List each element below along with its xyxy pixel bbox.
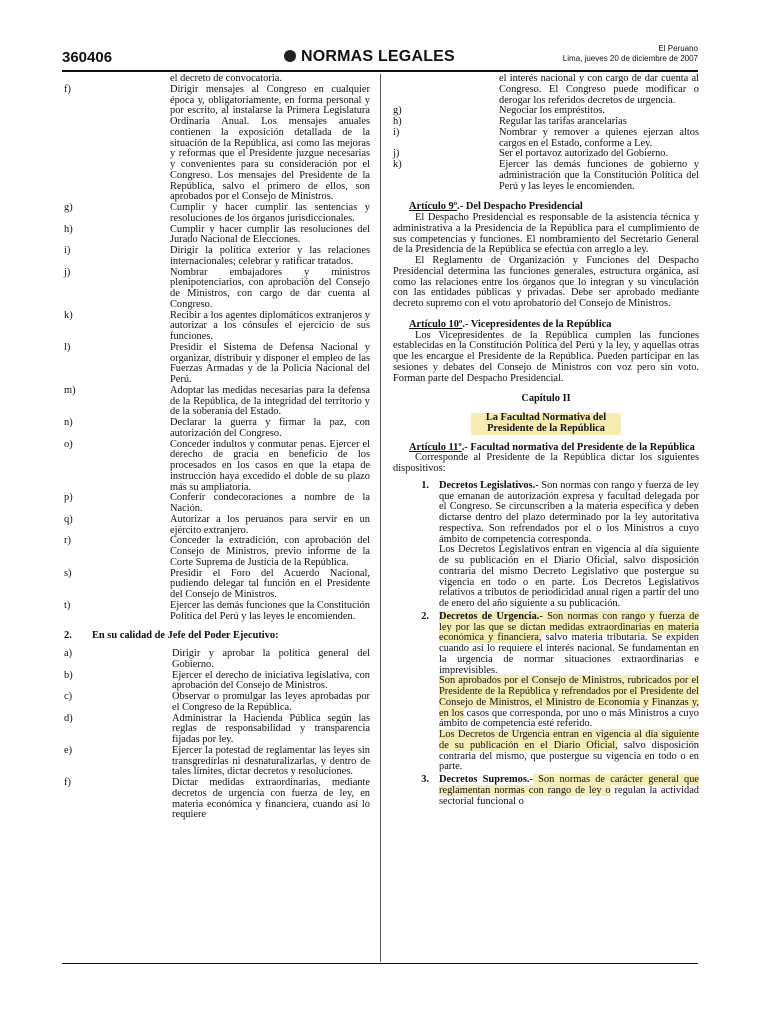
list-item: [64, 649, 370, 671]
article-title: .- Facultad normativa del Presidente de la República: [461, 441, 695, 453]
item-text: Dirigir mensajes al Congreso en cualquier época y, obligatoriamente, en forma personal y por escrito, al instalarse la Primera Legislatura Ordinaria Anual. Los mensajes anuales contienen la exposición detallada de la situación de la República, así como las mejoras y reformas que el Presidente juzgue necesarias y convenientes para su consideración por el Congreso. Los mensajes del Presidente de la República, salvo el primero de ellos, son aprobados por el Consejo de Ministros.: [170, 83, 370, 203]
item-label: c): [64, 691, 73, 702]
list-item: [64, 714, 370, 746]
item-text: Cumplir y hacer cumplir las resoluciones del Jurado Nacional de Elecciones.: [170, 223, 370, 246]
item-text: Recibir a los agentes diplomáticos extranjeros y autorizar a los cónsules el ejercicio de sus funciones.: [170, 309, 370, 342]
list-item: [393, 128, 699, 150]
decree-number: 2.: [421, 610, 429, 622]
article-title: .- Del Despacho Presidencial: [457, 201, 583, 213]
list-item: [64, 746, 370, 778]
list-item: [64, 343, 370, 386]
item-label: g): [64, 202, 73, 213]
list-item: [64, 386, 370, 418]
decree-number: 3.: [421, 774, 429, 785]
left-column: [64, 74, 370, 821]
right-column: [393, 74, 699, 807]
item-label: h): [64, 223, 73, 235]
list-item: [64, 268, 370, 311]
item-text: Negociar los empréstitos.: [499, 105, 605, 117]
highlighted-text: Los Decretos de Urgencia entran en vigencia al día siguiente de su publicación en el Diario Oficial,: [439, 729, 699, 751]
item-label: f): [64, 83, 71, 95]
item-label: j): [64, 266, 71, 278]
decree-body: casos que corresponda, por uno o más Ministros a cuyo ámbito de competencia esté referido.: [439, 707, 699, 730]
list-item: [64, 225, 370, 247]
item-text: Regular las tarifas arancelarias: [499, 116, 627, 127]
paragraph: Los Vicepresidentes de la República cumplen las funciones establecidas en la Constitución Política del Perú y la ley, y aquellas otras que les encargue el Presidente de la República. Pueden participar en las sesiones y debates del Consejo de Ministros con voz pero sin voto. Forman parte del Despacho Presidencial.: [393, 329, 699, 384]
item-text: Dictar medidas extraordinarias, mediante decretos de urgencia con fuerza de ley, en materia económica y financiera, cuando así lo requiere: [172, 777, 370, 821]
item-label: l): [64, 341, 71, 353]
article-number: Artículo 10º: [409, 318, 463, 330]
decree-text: [439, 775, 699, 807]
item-label: o): [64, 438, 73, 450]
list-item: [64, 536, 370, 568]
masthead: [284, 48, 455, 66]
page-header: [62, 44, 698, 70]
list-item: [64, 440, 370, 494]
highlighted-text: Son normas de carácter general que reglamentan normas con rango de ley o: [439, 774, 700, 796]
list-item: [64, 418, 370, 440]
list-item: [64, 246, 370, 268]
list-item: [64, 671, 370, 693]
newspaper-page: [62, 44, 698, 974]
paragraph: Corresponde al Presidente de la República dictar los siguientes dispositivos:: [393, 452, 699, 474]
list-item: [64, 85, 370, 203]
decree-body: Los Decretos Legislativos entran en vigencia al día siguiente de su publicación en el Diario Oficial, salvo disposición contraria del mismo Decreto Legislativo que postergue su vigencia en todo o en parte. Los Decretos Legislativos relativos a tributos de periodicidad anual rigen a partir del uno de enero del año siguiente a su publicación.: [439, 544, 699, 609]
item-text: Cumplir y hacer cumplir las sentencias y resoluciones de los órganos jurisdiccionales.: [170, 202, 370, 224]
item-label: d): [64, 712, 73, 724]
item-text: Ser el portavoz autorizado del Gobierno.: [499, 148, 669, 160]
page-number: 360406: [62, 49, 113, 66]
section-number: 2.: [64, 630, 72, 642]
article-number: Artículo 9º: [409, 201, 458, 213]
item-label: h): [393, 116, 402, 127]
publication-name: El Peruano: [658, 44, 698, 53]
item-text: Administrar la Hacienda Pública según las reglas de responsabilidad y transparencia fijadas por ley.: [172, 712, 370, 745]
item-text: Nombrar y remover a quienes ejerzan altos cargos en el Estado, conforme a Ley.: [499, 126, 699, 149]
item-label: b): [64, 669, 73, 681]
list-item: [64, 601, 370, 623]
item-text: Conceder la extradición, con aprobación del Consejo de Ministros, previo informe de la Corte Suprema de Justicia de la República.: [170, 535, 370, 568]
list-item: [64, 493, 370, 515]
item-label: s): [64, 567, 72, 579]
item-label: a): [64, 648, 73, 659]
masthead-title: NORMAS LEGALES: [301, 48, 455, 65]
list-item: [64, 778, 370, 821]
decree-body: salvo disposición contraria del mismo, que postergue su vigencia en todo o en parte.: [439, 739, 699, 773]
item-text: Adoptar las medidas necesarias para la defensa de la República, de la integridad del territorio y de la soberanía del Estado.: [170, 384, 370, 418]
decree-term: Decretos Supremos.-: [439, 774, 533, 785]
decree-item: [393, 481, 699, 610]
header-rule: [62, 70, 698, 72]
item-text: Declarar la guerra y firmar la paz, con autorización del Congreso.: [170, 417, 370, 439]
chapter-title: La Facultad Normativa del Presidente de la República: [471, 413, 621, 435]
item-label: i): [64, 245, 71, 256]
item-text: Dirigir la política exterior y las relaciones internacionales; celebrar y ratificar tratados.: [170, 245, 370, 267]
article-10-heading: [393, 320, 699, 331]
article-title: .- Vicepresidentes de la República: [462, 318, 612, 330]
list-item: [64, 569, 370, 601]
list-item: [64, 311, 370, 343]
highlighted-text: Son normas con rango y fuerza de ley por las que se dictan medidas extraordinarias en materia económica y financiera,: [439, 610, 699, 644]
list-item: [64, 203, 370, 225]
item-label: t): [64, 599, 71, 611]
item-label: e): [64, 744, 73, 756]
decree-item: [393, 612, 699, 773]
item-list-c: [393, 106, 699, 192]
chapter-heading: Capítulo II: [521, 393, 571, 405]
item-label: g): [393, 105, 402, 117]
paragraph: El Despacho Presidencial es responsable de la asistencia técnica y administrativa a la Presidencia de la República para el cumplimiento de sus competencias y funciones. El nombramiento del Secretario General de la Presidencia de la República se efectúa con arreglo a ley.: [393, 212, 699, 256]
highlighted-text: Son aprobados por el Consejo de Ministros, rubricados por el Presidente de la República y refrendados por el Presidente del Consejo de Ministros, el Ministro de Economía y Finanzas y, en los: [439, 675, 699, 719]
item-text: Presidir el Foro del Acuerdo Nacional, pudiendo delegar tal función en el Presidente del Consejo de Ministros.: [170, 567, 370, 600]
item-text: Ejercer el derecho de iniciativa legislativa, con aprobación del Consejo de Ministros.: [172, 669, 370, 692]
item-text: Conceder indultos y conmutar penas. Ejercer el derecho de gracia en beneficio de los procesados en los casos en que la etapa de instrucción haya excedido el doble de su plazo más su ampliatoria.: [170, 438, 370, 493]
item-text: Ejercer la potestad de reglamentar las leyes sin transgredirlas ni desnaturalizarlas, y dentro de tales límites, dictar decretos y resoluciones.: [172, 744, 370, 778]
date-line: Lima, jueves 20 de diciembre de 2007: [562, 54, 698, 63]
item-text: Nombrar embajadores y ministros plenipotenciarios, con aprobación del Consejo de Ministros, con cargo de dar cuenta al Congreso.: [170, 266, 370, 310]
item-text: Dirigir y aprobar la política general del Gobierno.: [172, 648, 370, 670]
continued-text: el decreto de convocatoria.: [170, 73, 282, 84]
article-number: Artículo 11º: [409, 441, 462, 453]
decree-text: [439, 481, 699, 610]
item-list-a: [64, 85, 370, 623]
decree-item: [393, 775, 699, 807]
footer-rule: [62, 963, 698, 964]
decree-text: [439, 612, 699, 773]
item-label: m): [64, 384, 76, 396]
item-label: q): [64, 513, 73, 525]
continued-text: el interés nacional y con cargo de dar cuenta al Congreso. El Congreso puede modificar o derogar los referidos decretos de urgencia.: [499, 73, 699, 106]
column-divider: [380, 74, 381, 962]
item-label: f): [64, 777, 71, 788]
item-label: k): [64, 309, 73, 321]
section-heading: [64, 631, 370, 642]
item-label: n): [64, 417, 73, 428]
item-label: k): [393, 159, 402, 170]
item-text: Observar o promulgar las leyes aprobadas por el Congreso de la República.: [172, 691, 370, 713]
item-label: r): [64, 535, 71, 547]
decree-body: Son normas con rango y fuerza de ley que emanan de autorización expresa y facultad delegada por el Congreso. Se circunscriben a la materia específica y deben dictarse dentro del plazo determinado por la ley autoritativa respectiva. Son refrendados por el o los Ministros a cuyo ámbito de competencia corresponda.: [439, 479, 699, 545]
decree-body: regulan la actividad sectorial funcional o: [439, 784, 699, 807]
decree-term: Decretos Legislativos.-: [439, 479, 539, 491]
item-label: p): [64, 492, 73, 504]
list-item: [64, 515, 370, 537]
section-title: En su calidad de Jefe del Poder Ejecutivo:: [92, 630, 279, 642]
item-text: Autorizar a los peruanos para servir en un ejército extranjero.: [170, 513, 370, 536]
item-text: Presidir el Sistema de Defensa Nacional y organizar, distribuir y disponer el empleo de las Fuerzas Armadas y de la Policía Nacional del Perú.: [170, 341, 370, 385]
publication-info: [563, 44, 698, 64]
item-text: Ejercer las demás funciones que la Constitución Política del Perú y las leyes le encomienden.: [170, 599, 370, 622]
list-item: [64, 692, 370, 714]
paragraph: El Reglamento de Organización y Funciones del Despacho Presidencial determina las funciones generales, estructura orgánica, así como las relaciones entre los órganos que lo integran y su vinculación con las entidades públicas y privadas. Debe ser aprobado mediante decreto supremo con el voto aprobatorio del Consejo de Ministros.: [393, 255, 699, 309]
list-item: [393, 160, 699, 192]
decree-body: salvo materia tributaria. Se expiden cuando así lo requiere el interés nacional. Se fundamentan en la urgencia de normar situaciones extraordinarias e imprevisibles.: [439, 632, 699, 676]
item-label: i): [393, 126, 400, 138]
item-label: j): [393, 148, 400, 160]
decree-term: Decretos de Urgencia.-: [439, 610, 543, 622]
item-text: Conferir condecoraciones a nombre de la Nación.: [170, 492, 370, 514]
decree-number: 1.: [421, 479, 429, 491]
item-text: Ejercer las demás funciones de gobierno y administración que la Constitución Política del Perú y las leyes le encomienden.: [499, 159, 699, 192]
item-list-b: [64, 649, 370, 821]
